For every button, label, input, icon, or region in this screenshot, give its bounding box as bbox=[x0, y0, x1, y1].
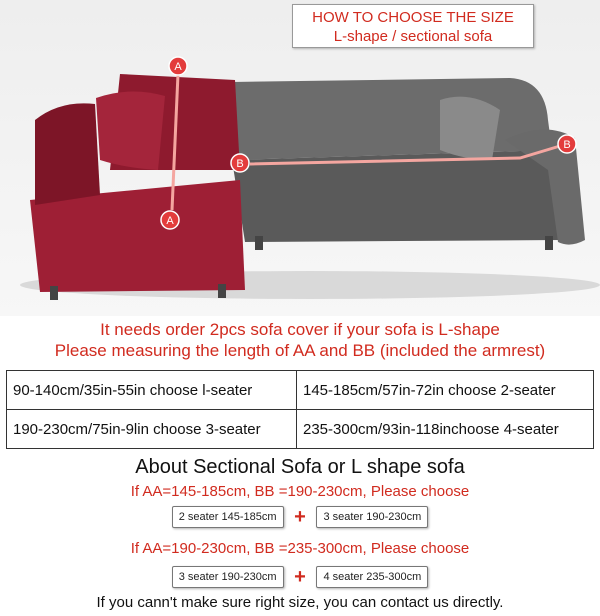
combo-one-right-box: 3 seater 190-230cm bbox=[316, 506, 428, 528]
size-guide-subtitle: L-shape / sectional sofa bbox=[333, 28, 493, 45]
order-notice: It needs order 2pcs sofa cover if your sofa is L-shape bbox=[100, 320, 500, 339]
marker-b-left bbox=[231, 154, 249, 172]
table-cell: 145-185cm/57in-72in choose 2-seater bbox=[297, 371, 594, 410]
marker-a-bottom bbox=[161, 211, 179, 229]
plus-icon: + bbox=[294, 566, 306, 588]
table-row bbox=[7, 410, 594, 449]
table-row bbox=[7, 371, 594, 410]
combo-two bbox=[0, 566, 600, 590]
plus-icon: + bbox=[294, 506, 306, 528]
combo-one-left-box: 2 seater 145-185cm bbox=[172, 506, 284, 528]
rule-one: If AA=145-185cm, BB =190-230cm, Please choose bbox=[130, 483, 470, 500]
size-guide-title-box bbox=[292, 4, 534, 48]
svg-text:B: B bbox=[563, 139, 571, 151]
marker-a-top bbox=[169, 57, 187, 75]
combo-two-right-box: 4 seater 235-300cm bbox=[316, 566, 428, 588]
combo-one bbox=[0, 506, 600, 530]
rule-two: If AA=190-230cm, BB =235-300cm, Please choose bbox=[130, 540, 470, 557]
sectional-heading: About Sectional Sofa or L shape sofa bbox=[135, 456, 465, 478]
size-guide-title: HOW TO CHOOSE THE SIZE bbox=[312, 9, 514, 26]
svg-text:A: A bbox=[174, 61, 182, 73]
svg-text:B: B bbox=[236, 158, 244, 170]
table-cell: 235-300cm/93in-118inchoose 4-seater bbox=[297, 410, 594, 449]
marker-b-right bbox=[558, 135, 576, 153]
red-sofa bbox=[30, 74, 245, 300]
contact-footer: If you cann't make sure right size, you can contact us directly. bbox=[96, 594, 504, 611]
measure-notice: Please measuring the length of AA and BB (included the armrest) bbox=[54, 341, 546, 360]
table-cell: 190-230cm/75in-9lin choose 3-seater bbox=[7, 410, 297, 449]
size-table bbox=[6, 370, 594, 449]
combo-two-left-box: 3 seater 190-230cm bbox=[172, 566, 284, 588]
svg-text:A: A bbox=[166, 215, 174, 227]
table-cell: 90-140cm/35in-55in choose l-seater bbox=[7, 371, 297, 410]
